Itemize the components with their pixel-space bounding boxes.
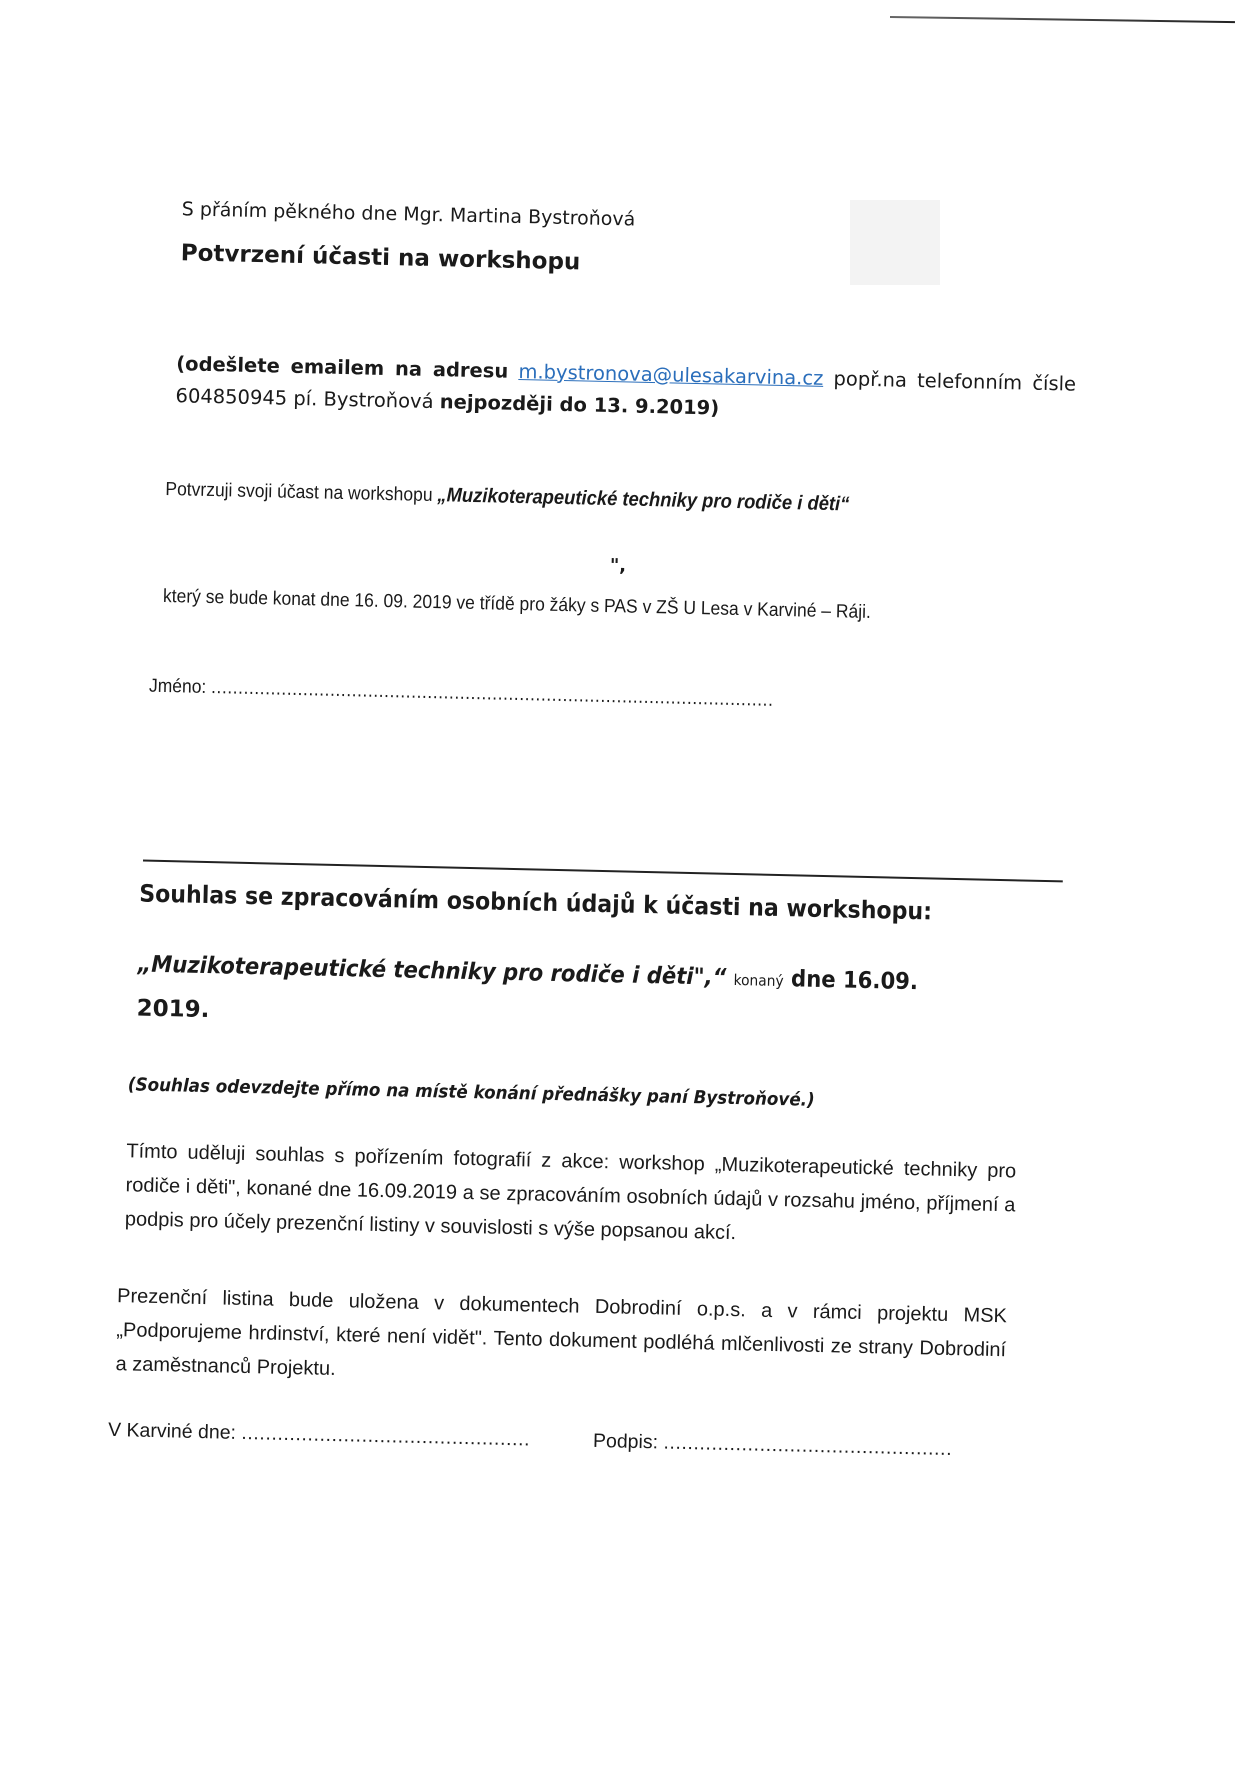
workshop-title: „Muzikoterapeutické techniky pro rodiče i děti“ [437, 484, 850, 516]
email-link[interactable]: m.bystronova@ulesakarvina.cz [518, 359, 824, 390]
venue-text: který se bude konat dne 16. 09. 2019 ve třídě pro žáky s PAS v ZŠ U Lesa v Karviné – Ráji. [162, 585, 872, 624]
consent-year: 2019. [136, 995, 210, 1024]
instruction-prefix: (odešlete emailem na adresu [176, 352, 509, 383]
place-date-fill-line[interactable]: ................................................ [241, 1421, 531, 1451]
stray-quote: ", [609, 555, 627, 577]
confirmation-title: Potvrzení účasti na workshopu [180, 240, 581, 276]
consent-paragraph-photos: Tímto uděluji souhlas s pořízením fotografií z akce: workshop „Muzikoterapeutické techniky pro rodiče i děti", konané dne 16.09.2019 a se zpracováním osobních údajů v rozsahu jméno, příjmení a podpis pro účely prezenční listiny v souvislosti s výše popsanou akcí. [124, 1140, 1017, 1245]
signature-row [108, 1419, 953, 1461]
consent-workshop-line [137, 951, 918, 995]
consent-paragraph-storage: Prezenční listina bude uložena v dokumentech Dobrodiní o.p.s. a v rámci projektu MSK „Podporujeme hrdinství, které není vidět". Tento dokument podléhá mlčenlivosti ze strany Dobrodiní a zaměstnanců Projektu. [115, 1285, 1008, 1381]
section-divider [143, 860, 1063, 883]
signature-fill-line[interactable]: ................................................ [663, 1431, 953, 1461]
place-date-label: V Karviné dne: [107, 1418, 237, 1444]
consent-title: Souhlas se zpracováním osobních údajů k účasti na workshopu: [138, 879, 933, 926]
name-label: Jméno: [148, 675, 207, 698]
consent-date: dne 16.09. [790, 966, 919, 996]
submission-instruction [175, 348, 1076, 432]
consent-note: (Souhlas odevzdejte přímo na místě konání přednášky paní Bystroňové.) [127, 1074, 815, 1111]
instruction-deadline: nejpozději do 13. 9.2019) [439, 390, 720, 420]
name-field-row [149, 676, 774, 712]
greeting: S přáním pěkného dne Mgr. Martina Bystroňová [181, 198, 636, 231]
held-label: konaný [733, 970, 784, 991]
confirm-statement [165, 478, 849, 517]
signature-label: Podpis: [592, 1429, 659, 1454]
consent-workshop-title: „Muzikoterapeutické techniky pro rodiče i děti",“ [137, 951, 727, 991]
instruction-phone: popř.na telefonním čísle 604850945 pí. Bystroňová [175, 367, 1077, 414]
name-fill-line[interactable]: ........................................................................................................ [210, 677, 774, 711]
confirm-text: Potvrzuji svoji účast na workshopu [165, 478, 433, 507]
